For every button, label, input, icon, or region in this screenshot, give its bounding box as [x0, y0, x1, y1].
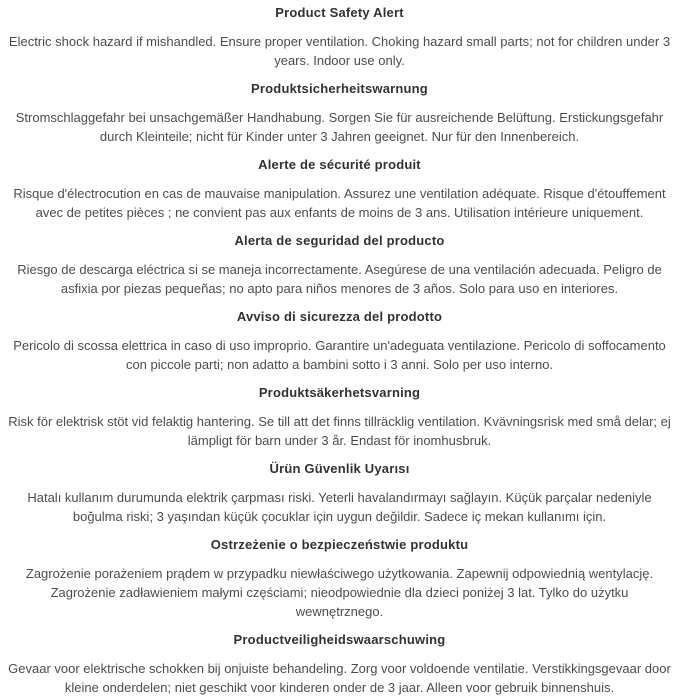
safety-section-nl [8, 632, 671, 697]
section-title-es: Alerta de seguridad del producto [234, 233, 445, 248]
section-body-de: Stromschlaggefahr bei unsachgemäßer Handhabung. Sorgen Sie für ausreichende Belüftung. Erstickungsgefahr durch Kleinteile; nicht für Kinder unter 3 Jahren geeignet. Nur für den Innenbereich. [15, 110, 664, 144]
section-title-de: Produktsicherheitswarnung [251, 81, 428, 96]
section-body-tr: Hatalı kullanım durumunda elektrik çarpması riski. Yeterli havalandırmayı sağlayın. Küçük parçalar nedeniyle boğulma riski; 3 yaşından küçük çocuklar için uygun değildir. Sadece iç mekan kullanımı için. [27, 490, 652, 524]
safety-section-it [8, 309, 671, 374]
section-title-sv: Produktsäkerhetsvarning [258, 385, 421, 400]
section-title-tr: Ürün Güvenlik Uyarısı [269, 461, 410, 476]
section-title-pl: Ostrzeżenie o bezpieczeństwie produktu [210, 537, 469, 552]
safety-section-es [8, 233, 671, 298]
section-title-it: Avviso di sicurezza del prodotto [236, 309, 443, 324]
section-title-fr: Alerte de sécurité produit [258, 157, 421, 172]
section-body-pl: Zagrożenie porażeniem prądem w przypadku niewłaściwego użytkowania. Zapewnij odpowiednią wentylację. Zagrożenie zadławieniem małymi częściami; nieodpowiednie dla dzieci poniżej 3 lat. Tylko do użytku wewnętrznego. [25, 566, 654, 619]
section-title-en: Product Safety Alert [275, 5, 404, 20]
section-body-fr: Risque d'électrocution en cas de mauvaise manipulation. Assurez une ventilation adéquate. Risque d'étouffement avec de petites pièces ; ne convient pas aux enfants de moins de 3 ans. Utilisation intérieure uniquement. [13, 186, 666, 220]
section-body-it: Pericolo di scossa elettrica in caso di uso improprio. Garantire un'adeguata ventilazione. Pericolo di soffocamento con piccole parti; non adatto a bambini sotto i 3 anni. Solo per uso interno. [13, 338, 666, 372]
section-body-en: Electric shock hazard if mishandled. Ensure proper ventilation. Choking hazard small parts; not for children under 3 years. Indoor use only. [8, 34, 671, 68]
section-title-nl: Productveiligheidswaarschuwing [233, 632, 446, 647]
safety-section-sv [8, 385, 671, 450]
safety-section-de [8, 81, 671, 146]
safety-section-en [8, 5, 671, 70]
safety-section-pl [8, 537, 671, 621]
section-body-sv: Risk för elektrisk stöt vid felaktig hantering. Se till att det finns tillräcklig ventilation. Kvävningsrisk med små delar; ej lämpligt för barn under 3 år. Endast för inomhusbruk. [8, 414, 671, 448]
section-body-es: Riesgo de descarga eléctrica si se maneja incorrectamente. Asegúrese de una ventilación adecuada. Peligro de asfixia por piezas pequeñas; no apto para niños menores de 3 años. Solo para uso en interiores. [17, 262, 662, 296]
safety-section-tr [8, 461, 671, 526]
safety-section-fr [8, 157, 671, 222]
section-body-nl: Gevaar voor elektrische schokken bij onjuiste behandeling. Zorg voor voldoende ventilatie. Verstikkingsgevaar door kleine onderdelen; niet geschikt voor kinderen onder de 3 jaar. Alleen voor gebruik binnenshuis. [8, 661, 671, 695]
